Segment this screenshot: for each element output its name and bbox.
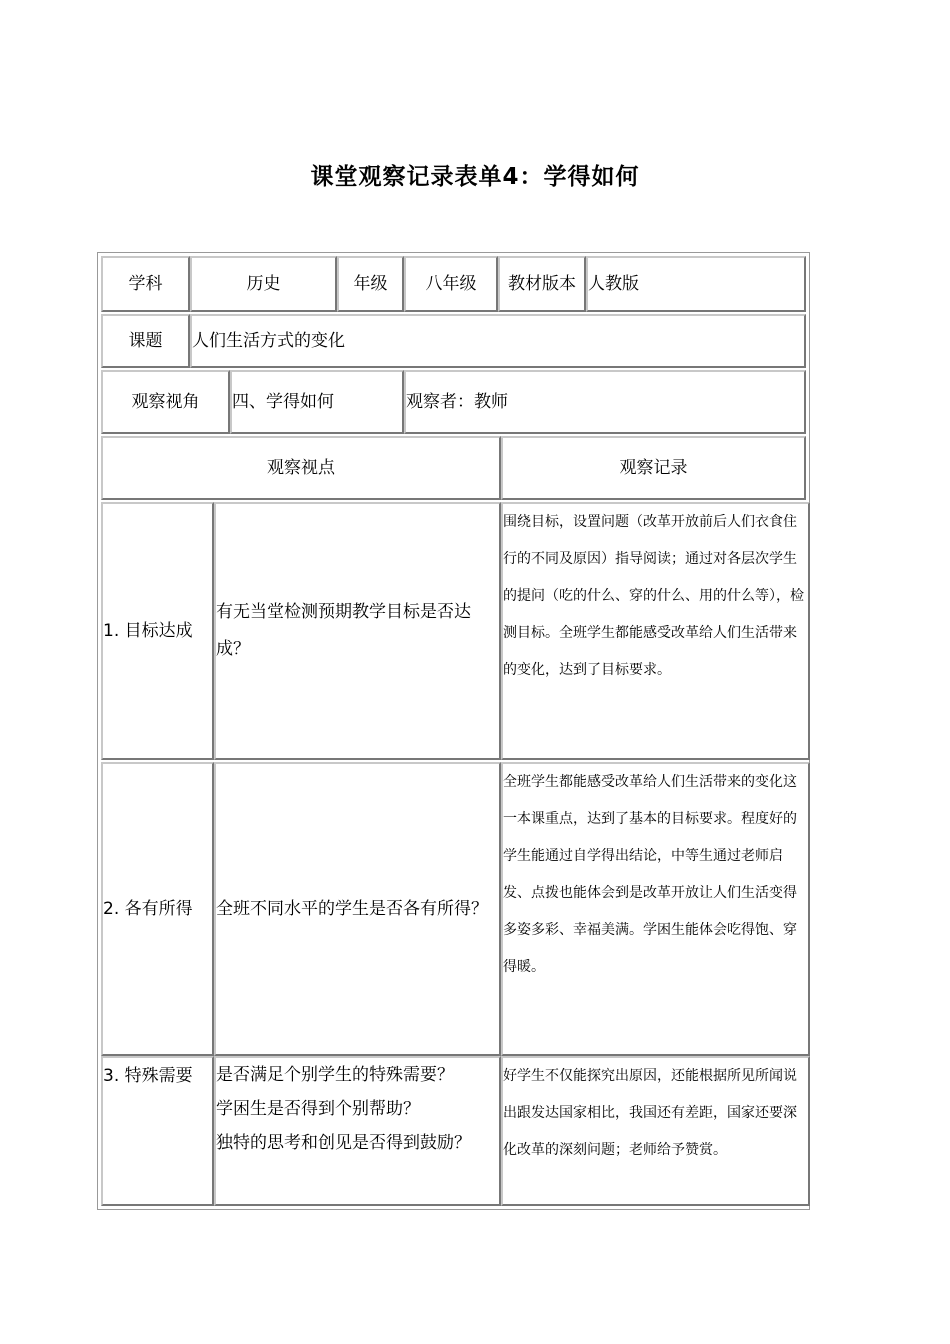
grade-value: 八年级 bbox=[404, 256, 498, 312]
column-header-record: 观察记录 bbox=[501, 436, 806, 500]
subject-label: 学科 bbox=[101, 256, 190, 312]
question-special-needs-3: 独特的思考和创见是否得到鼓励？ bbox=[216, 1133, 471, 1153]
textbook-label: 教材版本 bbox=[498, 256, 586, 312]
textbook-value: 人教版 bbox=[586, 256, 806, 312]
column-header-point: 观察视点 bbox=[101, 436, 501, 500]
record-goal-achievement: 围绕目标，设置问题（改革开放前后人们衣食住行的不同及原因）指导阅读；通过对各层次学生的提问（吃的什么、穿的什么、用的什么等），检测目标。全班学生都能感受改革给人们生活带来的变化，达到了目标要求。 bbox=[501, 502, 810, 760]
item-special-needs: 3. 特殊需要 bbox=[101, 1056, 214, 1206]
record-special-needs: 好学生不仅能探究出原因，还能根据所见所闻说出跟发达国家相比，我国还有差距，国家还要深化改革的深刻问题；老师给予赞赏。 bbox=[501, 1056, 810, 1206]
grade-label: 年级 bbox=[337, 256, 404, 312]
question-goal-achievement: 有无当堂检测预期教学目标是否达成？ bbox=[214, 502, 501, 760]
questions-special-needs bbox=[214, 1056, 501, 1206]
observer: 观察者：教师 bbox=[404, 370, 806, 434]
perspective-value: 四、学得如何 bbox=[230, 370, 404, 434]
perspective-label: 观察视角 bbox=[101, 370, 230, 434]
subject-value: 历史 bbox=[190, 256, 337, 312]
topic-value: 人们生活方式的变化 bbox=[190, 314, 806, 368]
item-each-gains: 2. 各有所得 bbox=[101, 762, 214, 1056]
question-each-gains: 全班不同水平的学生是否各有所得？ bbox=[214, 762, 501, 1056]
page-title: 课堂观察记录表单4：学得如何 bbox=[310, 164, 640, 190]
topic-label: 课题 bbox=[101, 314, 190, 368]
question-special-needs-1: 是否满足个别学生的特殊需要？ bbox=[216, 1065, 454, 1085]
record-each-gains: 全班学生都能感受改革给人们生活带来的变化这一本课重点，达到了基本的目标要求。程度好的学生能通过自学得出结论，中等生通过老师启发、点拨也能体会到是改革开放让人们生活变得多姿多彩、幸福美满。学困生能体会吃得饱、穿得暖。 bbox=[501, 762, 810, 1056]
item-goal-achievement: 1. 目标达成 bbox=[101, 502, 214, 760]
question-special-needs-2: 学困生是否得到个别帮助？ bbox=[216, 1099, 420, 1119]
